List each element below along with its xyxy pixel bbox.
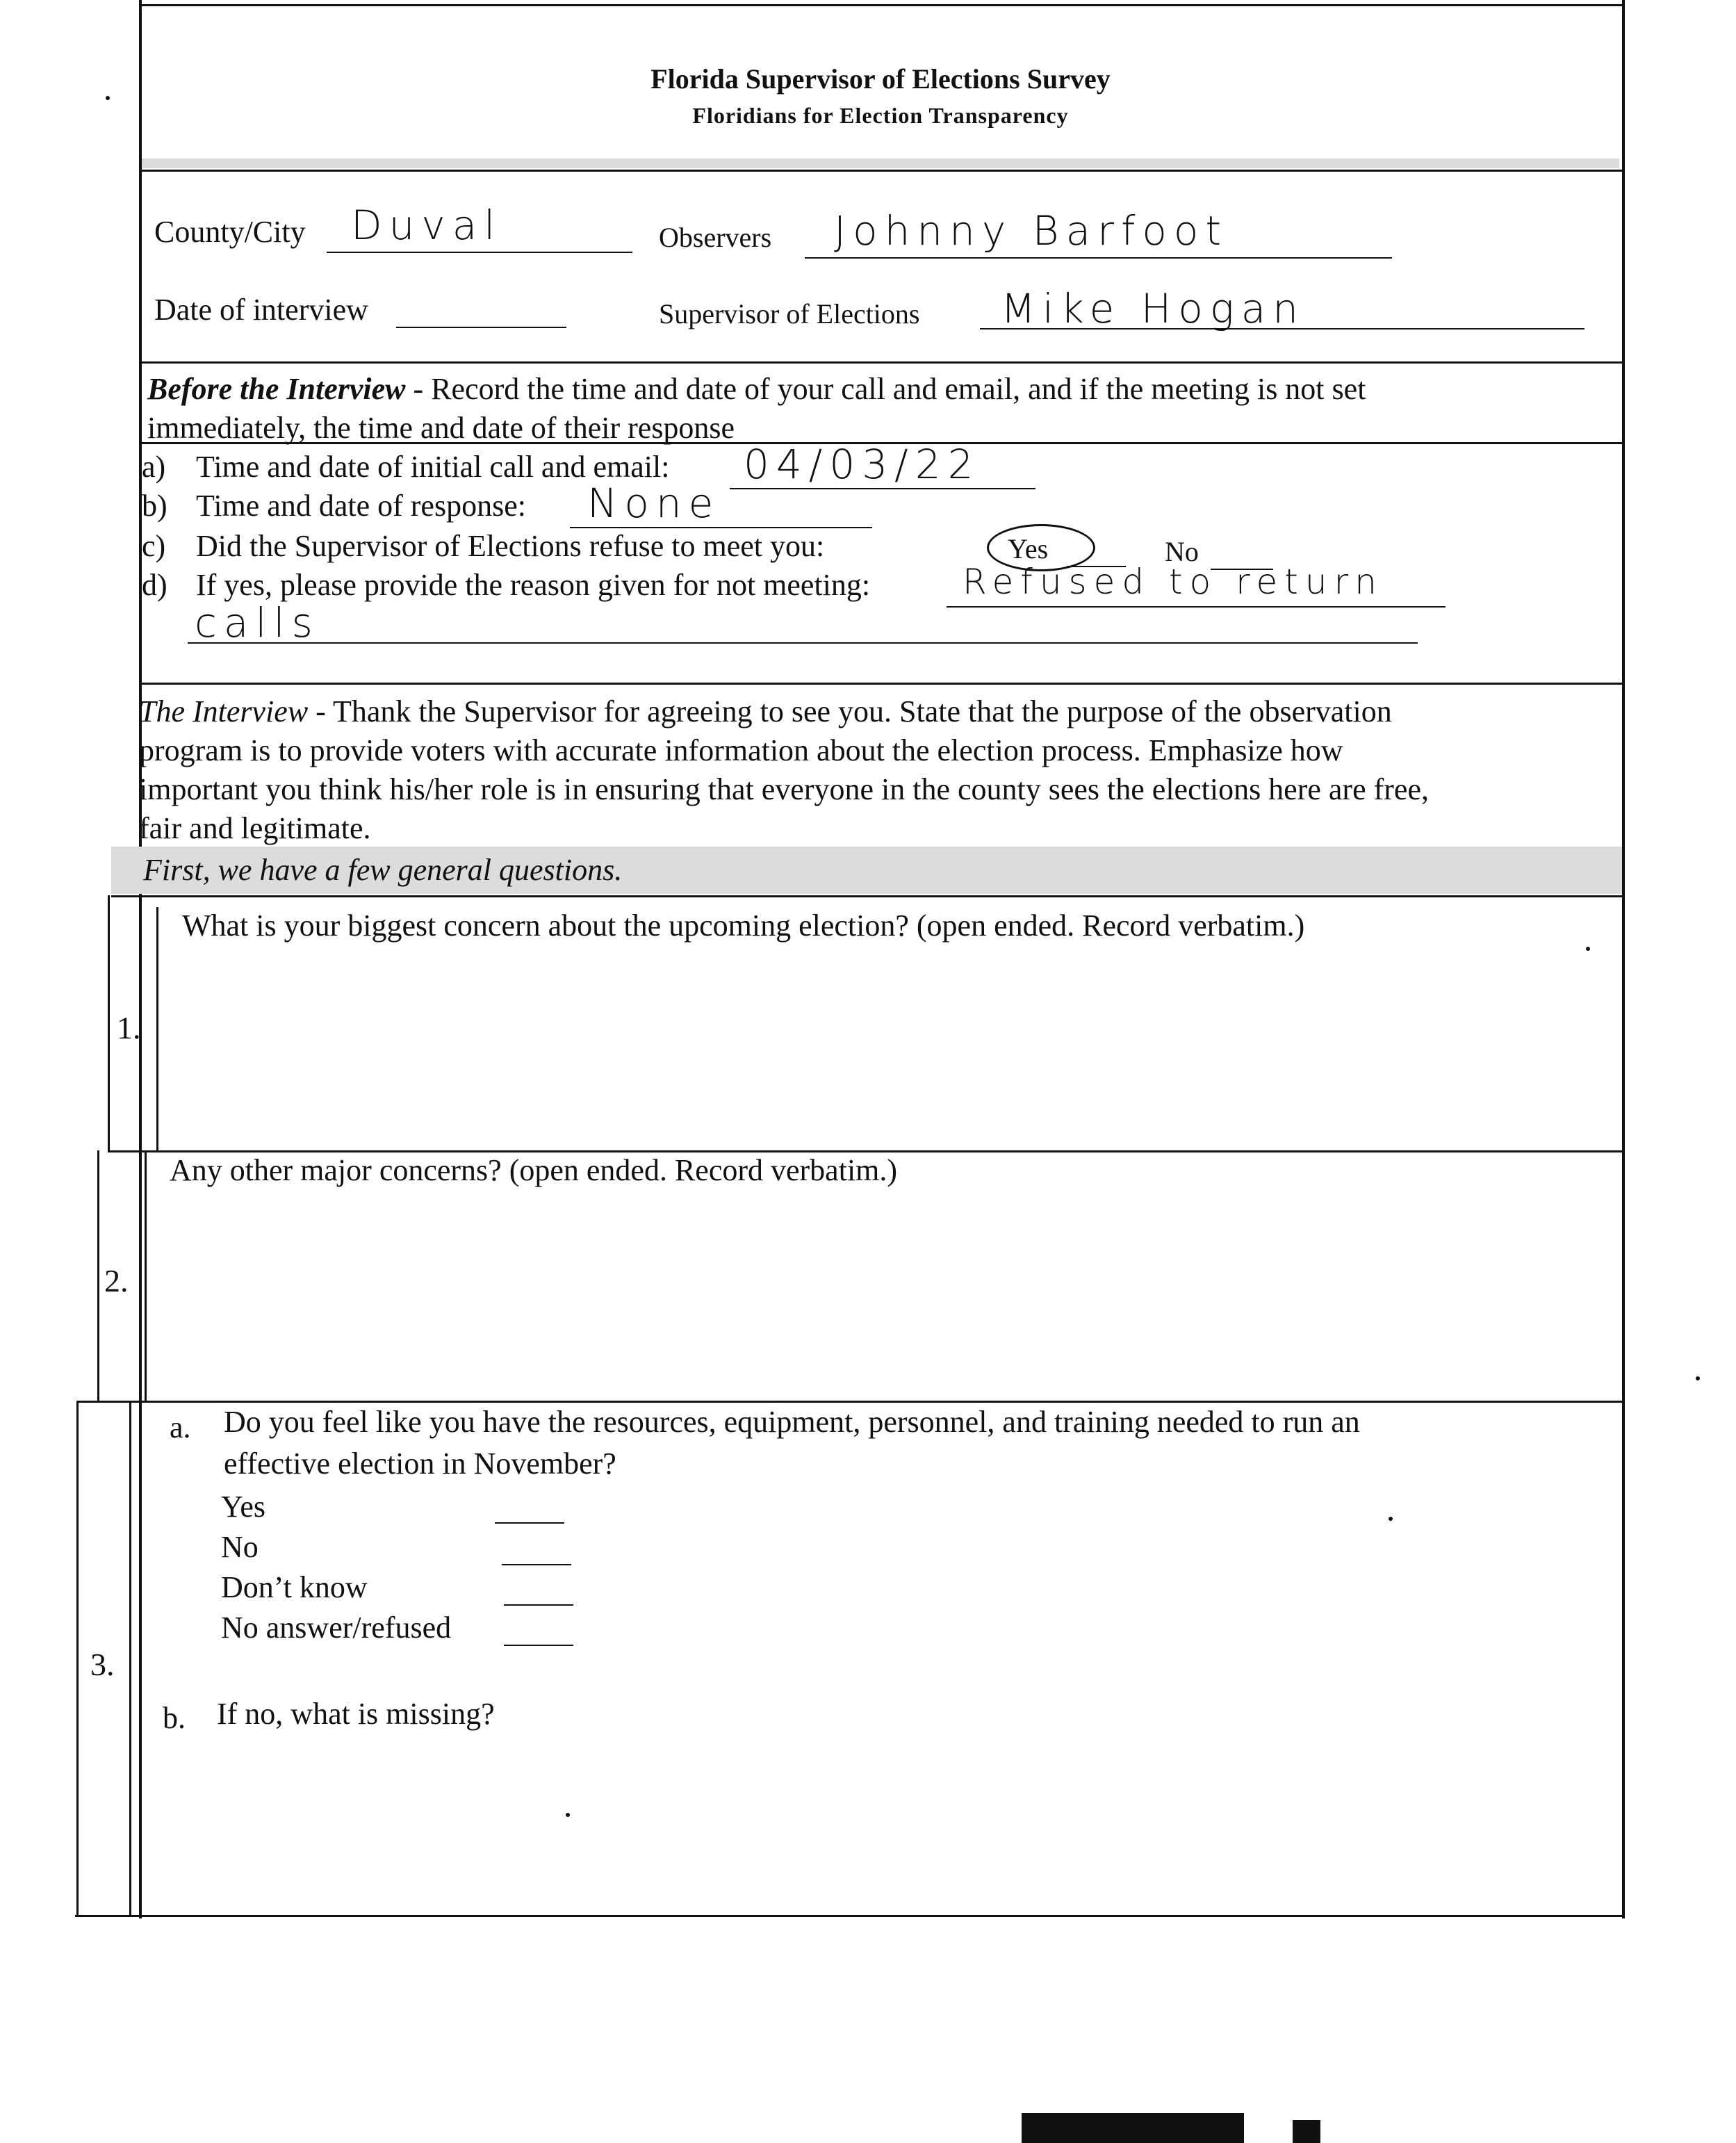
before-instruction-line-1	[147, 371, 1366, 407]
scan-speck	[106, 96, 110, 100]
q2-number: 2.	[104, 1263, 129, 1298]
county-label: County/City	[154, 215, 306, 249]
date-of-interview-label: Date of interview	[154, 293, 368, 327]
q3a-letter: a.	[170, 1410, 191, 1444]
q3-number-divider	[129, 1401, 131, 1915]
header-divider	[139, 170, 1622, 172]
interview-heading: The Interview	[139, 694, 309, 728]
interview-line-4: fair and legitimate.	[139, 811, 371, 845]
item-c-letter: c)	[142, 529, 166, 563]
q3-option-no-blank[interactable]	[502, 1564, 571, 1565]
form-title: Florida Supervisor of Elections Survey	[650, 63, 1111, 95]
item-d-letter: d)	[142, 568, 167, 602]
q3-option-no: No	[221, 1530, 259, 1564]
q3-option-no-answer-blank[interactable]	[504, 1645, 573, 1646]
supervisor-label: Supervisor of Elections	[659, 298, 920, 329]
form-subtitle: Floridians for Election Transparency	[692, 103, 1069, 128]
q1-number-divider	[156, 907, 158, 1150]
general-divider	[111, 895, 1622, 897]
before-heading: Before the Interview	[147, 372, 406, 406]
q2-text: Any other major concerns? (open ended. Record verbatim.)	[170, 1153, 898, 1187]
bottom-scan-mark	[1022, 2113, 1244, 2143]
q1-left-border	[108, 895, 110, 1152]
observers-label: Observers	[659, 222, 772, 253]
interview-line-3: important you think his/her role is in ensuring that everyone in the county sees the elections here are free,	[139, 772, 1429, 806]
top-border	[139, 4, 1622, 6]
q3-option-yes-blank[interactable]	[495, 1522, 564, 1524]
item-b-text: Time and date of response:	[196, 489, 526, 523]
observers-value: Johnny Barfoot	[834, 207, 1229, 254]
info-divider	[139, 361, 1622, 364]
q3-option-yes: Yes	[221, 1490, 266, 1524]
item-d-answer: Refused to return	[963, 562, 1384, 602]
before-instruction-1: - Record the time and date of your call and email, and if the meeting is not set	[405, 372, 1366, 406]
interview-line-1	[139, 694, 1392, 729]
item-d-field-cont[interactable]	[188, 642, 1418, 644]
q3-number: 3.	[90, 1647, 115, 1682]
q3b-letter: b.	[163, 1701, 186, 1735]
item-c-text: Did the Supervisor of Elections refuse to meet you:	[196, 529, 825, 563]
scan-speck	[1586, 947, 1590, 951]
scan-speck	[566, 1813, 570, 1817]
q3-bottom	[75, 1915, 1622, 1917]
q1-text: What is your biggest concern about the upcoming election? (open ended. Record verbatim.)	[182, 908, 1305, 943]
interview-text-1: - Thank the Supervisor for agreeing to see you. State that the purpose of the observation	[308, 694, 1392, 728]
q1-number: 1.	[117, 1010, 141, 1045]
county-field[interactable]	[327, 252, 632, 253]
q3-option-dont-know: Don’t know	[221, 1570, 368, 1604]
item-c-no-label: No	[1165, 536, 1199, 567]
county-value: Duval	[351, 202, 502, 249]
scan-speck	[1389, 1517, 1393, 1521]
item-d-field[interactable]	[947, 606, 1446, 608]
q3a-line-2: effective election in November?	[224, 1447, 616, 1481]
q2-bottom	[76, 1401, 1622, 1403]
item-b-answer: None	[587, 480, 721, 527]
interview-line-2: program is to provide voters with accurate information about the election process. Emphasize how	[139, 733, 1343, 767]
q3-left-border	[76, 1401, 79, 1915]
q2-number-divider	[145, 1150, 147, 1401]
scan-speck	[1696, 1376, 1700, 1380]
item-d-text: If yes, please provide the reason given for not meeting:	[196, 568, 871, 602]
item-c-yes-label: Yes	[1008, 533, 1049, 564]
bottom-scan-mark-small	[1293, 2120, 1320, 2143]
observers-field[interactable]	[805, 257, 1392, 259]
q3-option-no-answer: No answer/refused	[221, 1611, 452, 1645]
item-a-answer: 04/03/22	[744, 441, 981, 488]
item-a-letter: a)	[142, 450, 166, 484]
q3a-line-1: Do you feel like you have the resources, equipment, personnel, and training needed to run an	[224, 1405, 1360, 1439]
supervisor-value: Mike Hogan	[1001, 285, 1306, 332]
header-shade-bar	[142, 158, 1619, 168]
date-of-interview-field[interactable]	[396, 327, 566, 328]
before-instruction-2: immediately, the time and date of their response	[147, 411, 735, 445]
item-b-letter: b)	[142, 489, 167, 523]
q3-option-dont-know-blank[interactable]	[504, 1604, 573, 1606]
general-questions-heading: First, we have a few general questions.	[143, 853, 623, 887]
item-a-text: Time and date of initial call and email:	[196, 450, 670, 484]
before-end-divider	[139, 683, 1622, 685]
item-a-field[interactable]	[730, 488, 1035, 489]
q2-left-border	[97, 1150, 99, 1401]
q3b-text: If no, what is missing?	[217, 1697, 495, 1731]
item-d-answer-cont: calls	[195, 599, 320, 646]
